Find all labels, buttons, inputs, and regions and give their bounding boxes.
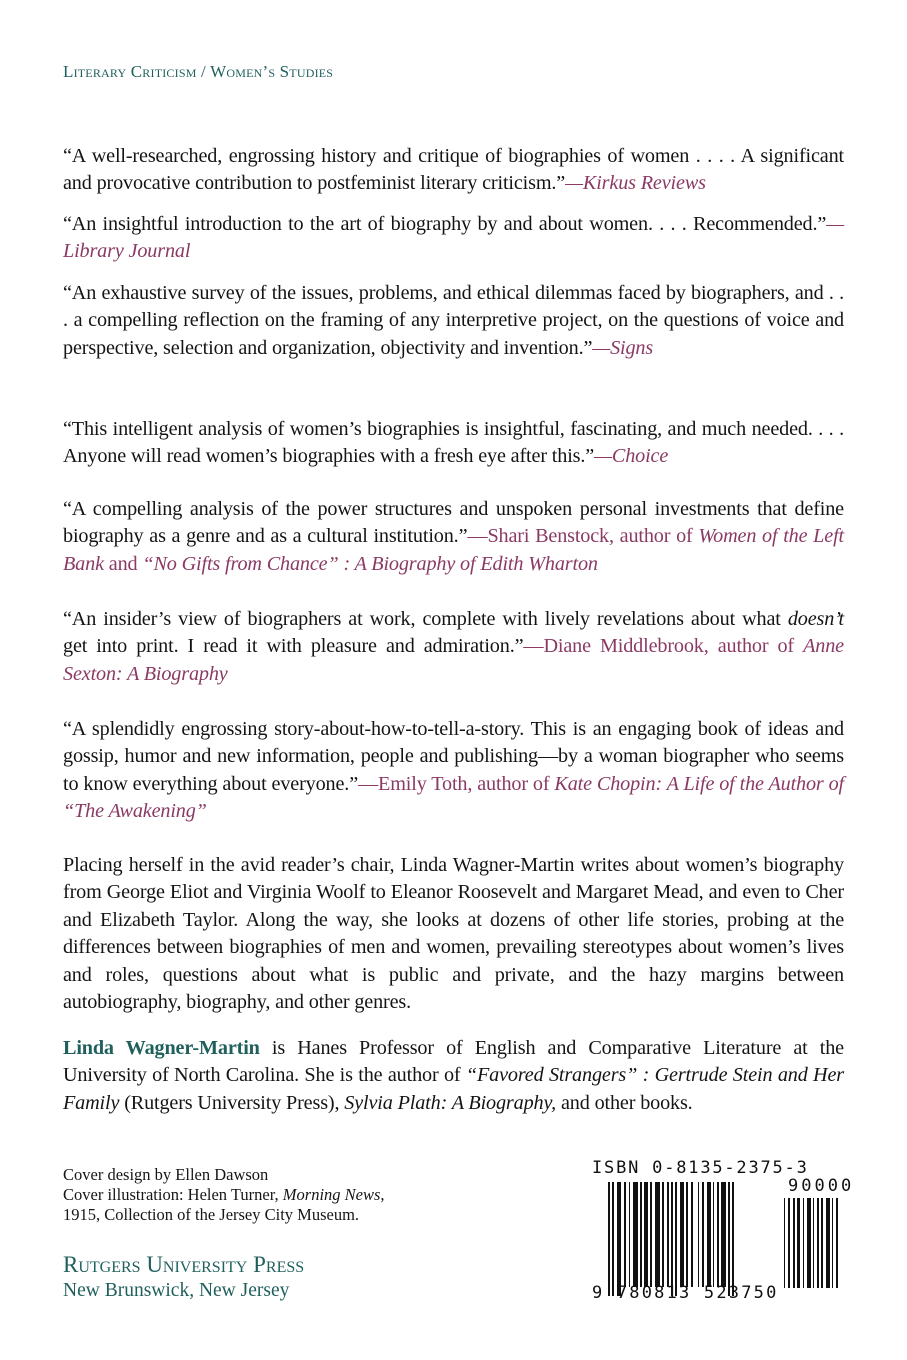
credit-text: , [380, 1185, 385, 1204]
blurb-quote: “An exhaustive survey of the issues, problems, and ethical dilemmas faced by biographers, and . . . a compelling reflection on the framing of any interpretive project, on the questions of voice and perspective, selection and organization, objectivity and invention.” [63, 282, 844, 359]
blurb-quote: “This intelligent analysis of women’s biographies is insightful, fascinating, and much needed. . . . Anyone will read women’s biographies with a fresh eye after this.” [63, 418, 844, 468]
price-code: 90000 [788, 1176, 855, 1196]
blurb-middlebrook [63, 606, 844, 688]
blurb-benstock [63, 496, 844, 578]
ean-number: 9 780813 523750 [592, 1283, 779, 1303]
blurb-toth [63, 716, 844, 826]
author-bio [63, 1035, 844, 1117]
blurb-source: —Signs [592, 336, 654, 359]
author-book-title: “Favored Strangers” : Gertrude Stein and Her Family [63, 1064, 844, 1114]
category-heading: Literary Criticism / Women’s Studies [63, 62, 334, 81]
blurb-book-title: Kate Chopin: A Life of the Author of “The Awakening” [63, 772, 845, 823]
author-bio-text: is Hanes Professor of English and Comparative Literature at the University of North Carolina. She is the author of [63, 1037, 844, 1087]
blurb-quote: “An insightful introduction to the art of biography by and about women. . . . Recommended.” [63, 213, 827, 235]
author-bio-text: and other books. [556, 1091, 693, 1114]
publisher-name: Rutgers University Press [63, 1252, 305, 1277]
blurb-source: —Shari Benstock, author of [467, 525, 699, 548]
isbn-barcode [592, 1158, 855, 1308]
cover-design-credit: Cover design by Ellen Dawson [63, 1165, 269, 1184]
blurb-signs [63, 280, 844, 362]
blurb-source: —Choice [594, 445, 669, 468]
blurb-emphasis: doesn’t [787, 608, 844, 630]
publisher-block [63, 1252, 304, 1304]
credit-text: Cover illustration: Helen Turner, [63, 1185, 283, 1204]
blurb-quote: “An insider’s view of biographers at work, complete with lively revelations about what [63, 608, 788, 630]
cover-credits [63, 1165, 385, 1225]
blurb-source: —Diane Middlebrook, author of [523, 635, 804, 658]
blurb-source: —Library Journal [63, 213, 844, 263]
isbn-number: ISBN 0-8135-2375-3 [592, 1158, 809, 1178]
blurb-quote: “A well-researched, engrossing history and critique of biographies of women . . . . A significant and provocative contribution to postfeminist literary criticism.” [63, 145, 844, 195]
barcode-bars-main [608, 1182, 766, 1296]
blurb-joiner: and [103, 552, 143, 575]
blurb-book-title: Anne Sexton: A Biography [63, 635, 844, 685]
blurb-quote: “A compelling analysis of the power structures and unspoken personal investments that define biography as a genre and as a cultural institution.” [63, 498, 844, 548]
blurb-book-title: Women of the Left Bank [63, 525, 844, 575]
book-description: Placing herself in the avid reader’s chair, Linda Wagner-Martin writes about women’s biography from George Eliot and Virginia Woolf to Eleanor Roosevelt and Margaret Mead, and even to Cher and Elizabeth Taylor. Along the way, she looks at dozens of other life stories, probing at the differences between biographies of men and women, prevailing stereotypes about women’s lives and roles, questions about what is public and private, and the hazy margins between autobiography, biography, and other genres. [63, 854, 844, 1014]
blurb-quote: get into print. I read it with pleasure and admiration.” [63, 635, 524, 658]
barcode-bars-addon [784, 1198, 854, 1288]
blurb-choice [63, 416, 844, 471]
publisher-location: New Brunswick, New Jersey [63, 1280, 290, 1301]
illustration-title: Morning News [282, 1185, 381, 1204]
cover-illustration-credit [63, 1185, 385, 1205]
blurb-book-title: “No Gifts from Chance” : A Biography of Edith Wharton [142, 552, 598, 575]
author-bio-text: (Rutgers University Press), [119, 1091, 345, 1114]
blurb-library-journal [63, 211, 844, 266]
author-book-title: Sylvia Plath: A Biography, [344, 1091, 557, 1114]
blurb-quote: “A splendidly engrossing story-about-how-to-tell-a-story. This is an engaging book of ideas and gossip, humor and new information, people and publishing—by a woman biographer who seems to know everything about everyone.” [63, 718, 844, 795]
collection-credit: 1915, Collection of the Jersey City Museum. [63, 1205, 360, 1224]
blurb-source: —Emily Toth, author of [358, 772, 555, 795]
author-name: Linda Wagner-Martin [63, 1037, 260, 1059]
blurb-kirkus [63, 143, 844, 198]
blurb-source: —Kirkus Reviews [565, 172, 706, 195]
